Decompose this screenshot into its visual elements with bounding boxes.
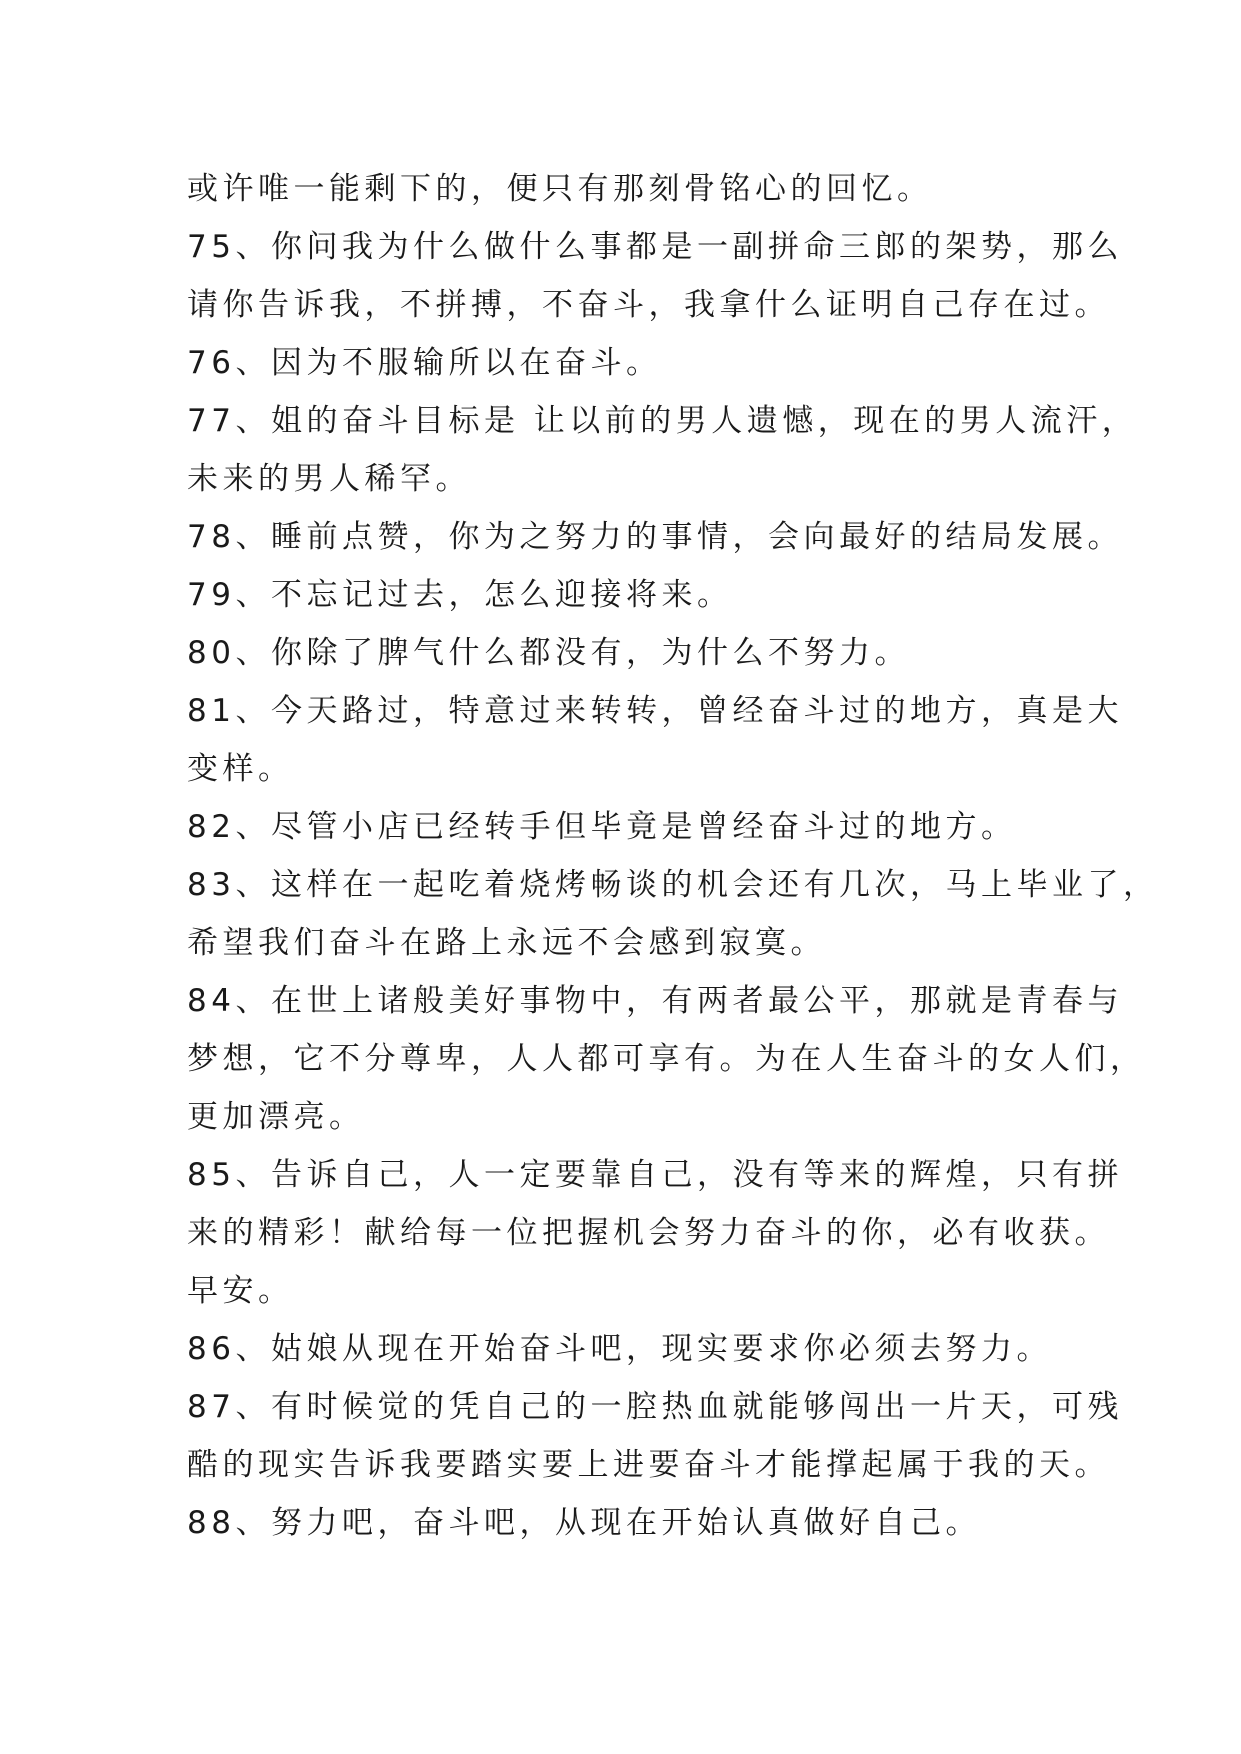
document-body: [187, 160, 1159, 1552]
text-line: 未来的男人稀罕。: [187, 461, 471, 497]
text-line: 84、在世上诸般美好事物中，有两者最公平，那就是青春与: [187, 983, 1123, 1019]
text-line: 希望我们奋斗在路上永远不会感到寂寞。: [187, 925, 826, 961]
text-line: 86、姑娘从现在开始奋斗吧，现实要求你必须去努力。: [187, 1331, 1052, 1367]
text-line: 请你告诉我，不拼搏，不奋斗，我拿什么证明自己存在过。: [187, 287, 1110, 323]
text-line: 酷的现实告诉我要踏实要上进要奋斗才能撑起属于我的天。: [187, 1447, 1110, 1483]
text-line: 81、今天路过，特意过来转转，曾经奋斗过的地方，真是大: [187, 693, 1123, 729]
text-line: 来的精彩！献给每一位把握机会努力奋斗的你，必有收获。: [187, 1215, 1110, 1251]
text-line: 75、你问我为什么做什么事都是一副拼命三郎的架势，那么: [187, 229, 1123, 265]
text-line: 83、这样在一起吃着烧烤畅谈的机会还有几次，马上毕业了，: [187, 867, 1159, 903]
text-line: 早安。: [187, 1273, 294, 1309]
text-line: 76、因为不服输所以在奋斗。: [187, 345, 662, 381]
text-line: 78、睡前点赞，你为之努力的事情，会向最好的结局发展。: [187, 519, 1123, 555]
text-line: 变样。: [187, 751, 294, 787]
text-line: 88、努力吧，奋斗吧，从现在开始认真做好自己。: [187, 1505, 981, 1541]
text-line: 79、不忘记过去，怎么迎接将来。: [187, 577, 733, 613]
text-line: 87、有时候觉的凭自己的一腔热血就能够闯出一片天，可残: [187, 1389, 1123, 1425]
text-line: 更加漂亮。: [187, 1099, 365, 1135]
text-line: 80、你除了脾气什么都没有，为什么不努力。: [187, 635, 910, 671]
text-line: 梦想，它不分尊卑，人人都可享有。为在人生奋斗的女人们，: [187, 1041, 1146, 1077]
text-line: 85、告诉自己，人一定要靠自己，没有等来的辉煌，只有拼: [187, 1157, 1123, 1193]
text-line: 或许唯一能剩下的，便只有那刻骨铭心的回忆。: [187, 171, 933, 207]
text-line: 82、尽管小店已经转手但毕竟是曾经奋斗过的地方。: [187, 809, 1017, 845]
text-line: 77、姐的奋斗目标是 让以前的男人遗憾，现在的男人流汗，: [187, 403, 1138, 439]
